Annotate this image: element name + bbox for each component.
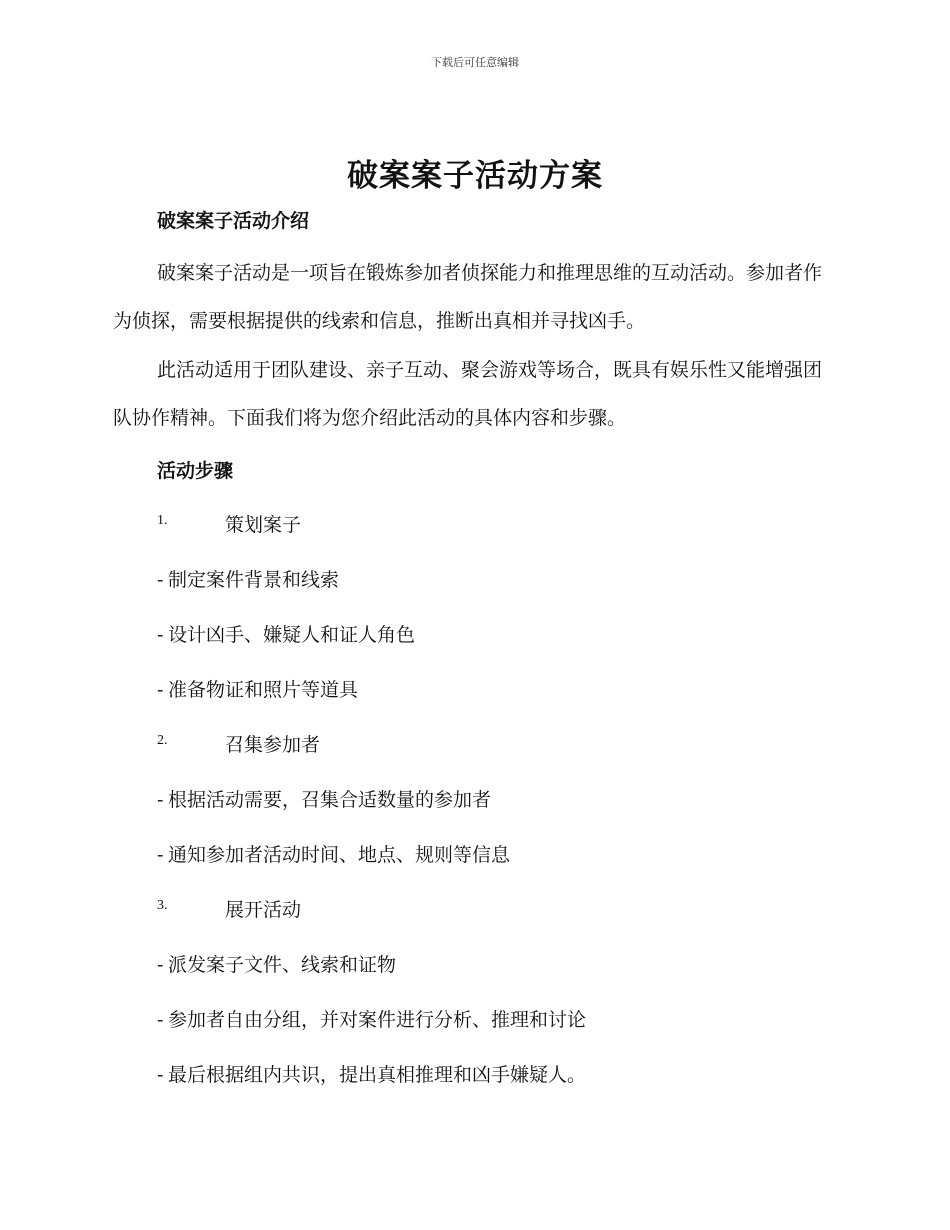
list-item-text: 根据活动需要，召集合适数量的参加者 — [168, 789, 492, 811]
step-label: 召集参加者 — [225, 734, 321, 756]
section-heading-steps: 活动步骤 — [157, 460, 234, 482]
bullet-dash: - — [157, 569, 164, 591]
list-item — [157, 1005, 586, 1032]
list-item-text: 最后根据组内共识，提出真相推理和凶手嫌疑人。 — [168, 1064, 587, 1086]
list-item — [157, 565, 339, 592]
list-item — [157, 950, 396, 977]
section-heading-intro: 破案案子活动介绍 — [157, 210, 310, 232]
step-number: 3. — [157, 898, 168, 913]
header-note: 下载后可任意编辑 — [431, 56, 519, 69]
bullet-dash: - — [157, 1064, 164, 1086]
step-label: 策划案子 — [225, 514, 302, 536]
step-label: 展开活动 — [225, 899, 302, 921]
list-item — [157, 1060, 586, 1087]
intro-paragraph-1: 破案案子活动是一项旨在锻炼参加者侦探能力和推理思维的互动活动。参加者作为侦探，需要根据提供的线索和信息，推断出真相并寻找凶手。 — [113, 262, 823, 332]
list-item-text: 参加者自由分组，并对案件进行分析、推理和讨论 — [168, 1009, 587, 1031]
bullet-dash: - — [157, 679, 164, 701]
list-item-text: 设计凶手、嫌疑人和证人角色 — [168, 624, 416, 646]
list-item-text: 准备物证和照片等道具 — [168, 679, 359, 701]
list-item — [157, 675, 358, 702]
bullet-dash: - — [157, 844, 164, 866]
bullet-dash: - — [157, 1009, 164, 1031]
bullet-dash: - — [157, 954, 164, 976]
list-item-text: 通知参加者活动时间、地点、规则等信息 — [168, 844, 511, 866]
list-item — [157, 840, 510, 867]
page-title: 破案案子活动方案 — [347, 158, 603, 194]
list-item-text: 制定案件背景和线索 — [168, 569, 340, 591]
list-item — [157, 620, 415, 647]
step-number: 1. — [157, 513, 168, 528]
intro-paragraph-2: 此活动适用于团队建设、亲子互动、聚会游戏等场合，既具有娱乐性又能增强团队协作精神。下面我们将为您介绍此活动的具体内容和步骤。 — [113, 359, 823, 429]
bullet-dash: - — [157, 624, 164, 646]
list-item-text: 派发案子文件、线索和证物 — [168, 954, 397, 976]
bullet-dash: - — [157, 789, 164, 811]
step-number: 2. — [157, 733, 168, 748]
list-item — [157, 785, 491, 812]
